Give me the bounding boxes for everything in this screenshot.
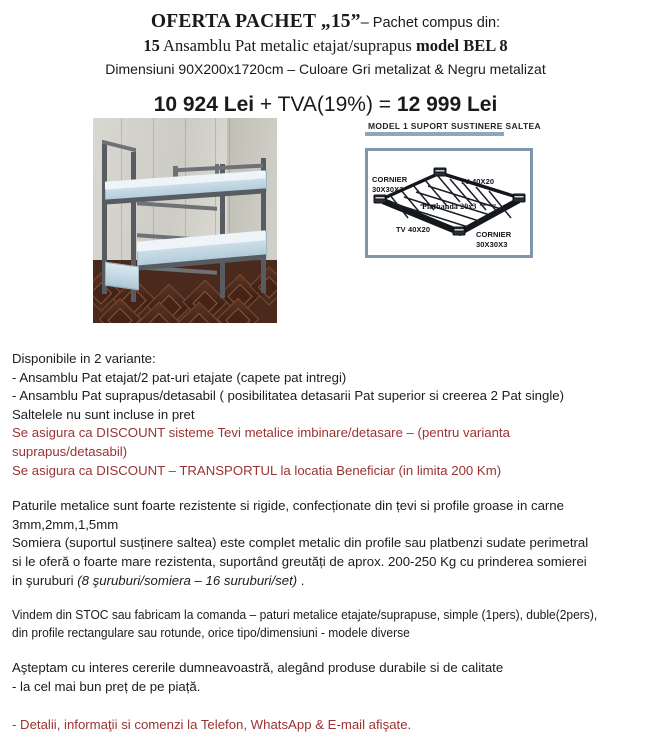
description-line-1: Paturile metalice sunt foarte rezistente si rigide, confecționate din țevi si profile groase in carne 3mm,2mm,1,5mm: [12, 498, 564, 532]
support-diagram: [365, 121, 541, 258]
description-line-4: [12, 572, 640, 591]
variants-block: [12, 350, 640, 480]
offer-subtitle: – Pachet compus din:: [360, 15, 501, 31]
label-tv-top: TV 40X20: [460, 177, 495, 186]
label-platbanda: Platbanda 20x3: [422, 202, 477, 211]
screws-suffix: .: [297, 572, 305, 588]
price-line: [0, 90, 651, 120]
variant-item-2: - Ansamblu Pat suprapus/detasabil ( posibilitatea detasarii Pat superior si creerea 2 Pat single): [12, 388, 564, 404]
variant-item-1: - Ansamblu Pat etajat/2 pat-uri etajate (capete pat intregi): [12, 369, 347, 385]
media-row: [0, 120, 651, 330]
price-base: 10 924 Lei: [153, 93, 255, 116]
product-model: model BEL 8: [415, 36, 508, 55]
bed-mattress-lower-left: [105, 262, 139, 291]
diagram-frame: [365, 148, 533, 258]
product-line: [0, 34, 651, 57]
spacer: [12, 480, 640, 497]
label-cornier-top: CORNIER 30X30X3: [372, 175, 408, 194]
dimensions-line: Dimensiuni 90X200x1720cm – Culoare Gri metalizat & Negru metalizat: [105, 61, 546, 77]
price-total: 12 999 Lei: [396, 93, 498, 116]
diagram-title: MODEL 1 SUPORT SUSTINERE SALTEA: [368, 121, 541, 131]
discount-note-1a: Se asigura ca DISCOUNT sisteme Tevi metalice imbinare/detasare – (pentru varianta: [12, 425, 510, 441]
description-line-3: si le oferă o foarte mare rezistenta, suportând greutăți de aprox. 200-250 Kg cu prinderea somierei: [12, 553, 587, 569]
product-description: Ansamblu Pat metalic etajat/suprapus: [159, 36, 416, 55]
stock-line-1: Vindem din STOC sau fabricam la comanda – paturi metalice etajate/suprapuse, simple (1pers), duble(2pers),: [12, 608, 598, 623]
mattress-note: Saltelele nu sunt incluse in pret: [12, 406, 195, 422]
stock-line-2: din profile rectangulare sau rotunde, orice tipo/dimensiuni - modele diverse: [12, 625, 410, 640]
diagram-title-underline: [365, 132, 504, 136]
offer-title-line: [0, 11, 651, 34]
offer-header: [0, 0, 651, 120]
closing-line-2: - la cel mai bun preț de pe piață.: [12, 678, 201, 694]
contact-line: - Detalii, informaţii si comenzi la Telefon, WhatsApp & E-mail afişate.: [12, 717, 412, 733]
closing-line-1: Aşteptam cu interes cererile dumneavoastră, alegând produse durabile si de calitate: [12, 660, 504, 676]
product-quantity: 15: [143, 36, 160, 55]
offer-title: OFERTA PACHET „15”: [150, 11, 361, 32]
discount-note-2: Se asigura ca DISCOUNT – TRANSPORTUL la locatia Beneficiar (in limita 200 Km): [12, 462, 502, 478]
spacer: [12, 642, 640, 659]
spacer: [12, 590, 640, 607]
contact-block: [12, 716, 640, 735]
label-cornier-bottom: CORNIER 30X30X3: [476, 230, 512, 249]
offer-body: [12, 350, 640, 735]
description-line-2: Somiera (suportul susținere saltea) este complet metalic din profile sau platbenzi sudate perimetral: [12, 535, 589, 551]
price-vat: + TVA(19%) =: [254, 93, 397, 116]
product-photo: [93, 118, 277, 323]
description-block: [12, 497, 640, 590]
screws-prefix: in şuruburi: [12, 572, 78, 588]
screws-detail: (8 şuruburi/somiera – 16 suruburi/set): [77, 572, 298, 588]
label-tv-bottom: TV 40X20: [396, 225, 431, 234]
stock-block: [12, 607, 612, 642]
variants-heading: Disponibile in 2 variante:: [12, 351, 156, 366]
discount-note-1b: suprapus/detasabil): [12, 443, 128, 459]
spacer: [12, 696, 640, 716]
closing-block: [12, 659, 640, 696]
